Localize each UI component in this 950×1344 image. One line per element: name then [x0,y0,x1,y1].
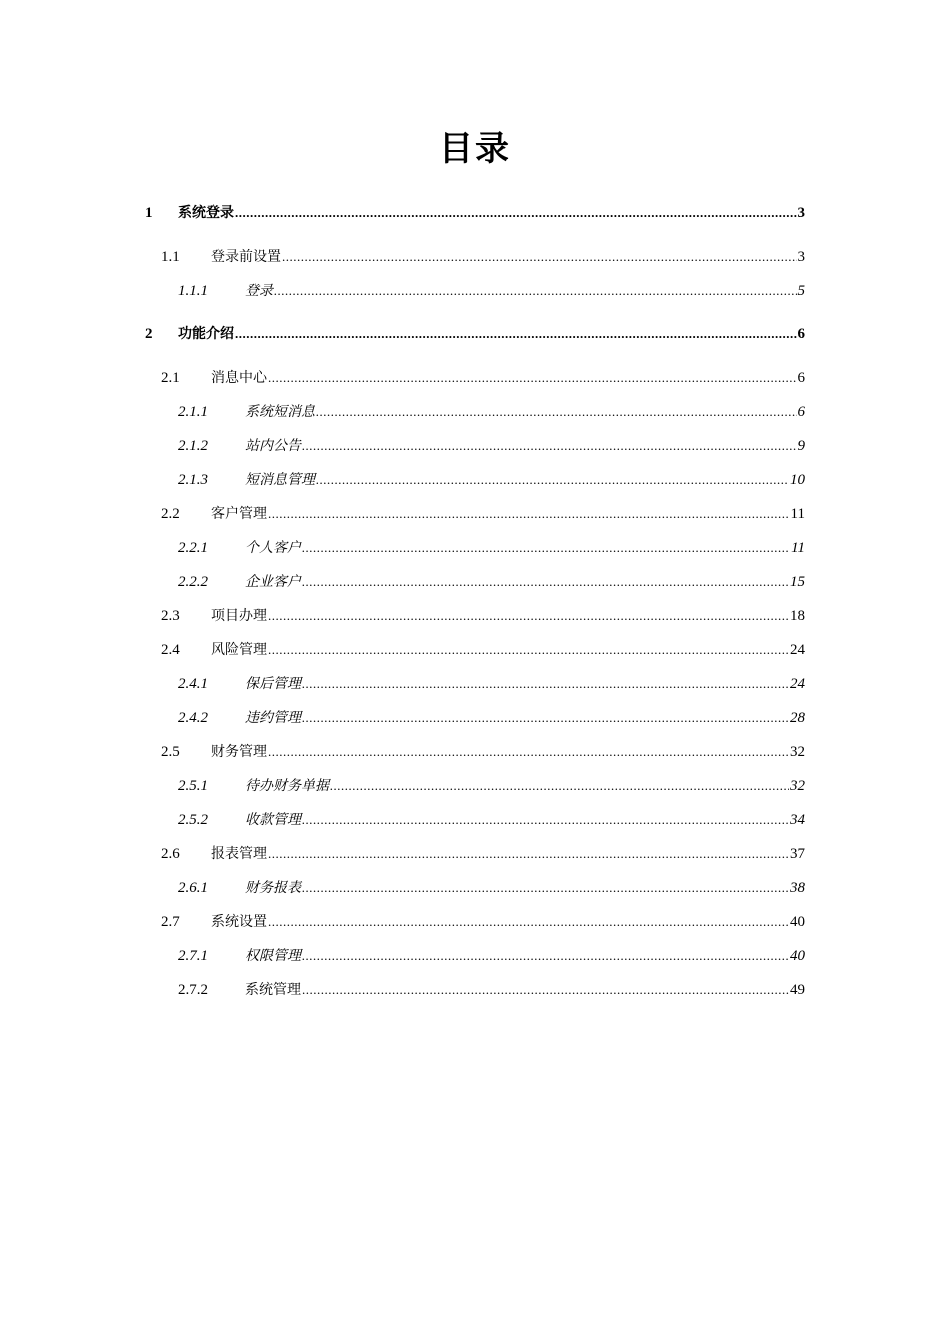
toc-dot-leader [302,945,789,967]
toc-entry-title: 权限管理 [245,948,301,964]
toc-entry-number: 2.5.2 [178,812,208,828]
toc-entry-page-number: 6 [797,404,805,420]
toc-entry-number: 2.3 [161,608,180,624]
toc-dot-leader [302,707,789,729]
toc-entry-title: 登录前设置 [211,249,281,265]
toc-entry-page-number: 34 [790,812,805,828]
toc-dot-leader [302,673,789,695]
toc-entry-number: 2 [145,326,153,342]
toc-entry-number: 2.5 [161,744,180,760]
toc-dot-leader [268,843,789,865]
toc-entry[interactable] [161,246,805,268]
toc-dot-leader [302,809,789,831]
toc-entry-title: 违约管理 [245,710,301,726]
toc-entry-title: 登录 [245,283,273,299]
toc-entry-number: 2.7.1 [178,948,208,964]
toc-entry[interactable] [178,945,805,967]
toc-dot-leader [268,503,790,525]
toc-dot-leader [268,911,789,933]
toc-entry-title: 财务报表 [245,880,301,896]
toc-dot-leader [302,435,797,457]
toc-entry[interactable] [178,809,805,831]
toc-entry-number: 2.7.2 [178,982,208,998]
toc-entry-number: 2.1.3 [178,472,208,488]
toc-dot-leader [235,202,797,224]
toc-entry-number: 2.2.2 [178,574,208,590]
toc-entry-page-number: 18 [790,608,805,624]
toc-entry-title: 收款管理 [245,812,301,828]
toc-entry-title: 客户管理 [211,506,267,522]
toc-entry-number: 2.4.2 [178,710,208,726]
toc-entry-number: 1.1.1 [178,283,208,299]
toc-entry[interactable] [178,571,805,593]
toc-dot-leader [268,367,797,389]
toc-entry-page-number: 37 [790,846,805,862]
toc-entry-page-number: 9 [797,438,805,454]
toc-entry-title: 系统短消息 [245,404,315,420]
toc-entry-page-number: 38 [790,880,805,896]
toc-entry-page-number: 5 [797,283,805,299]
toc-entry-number: 2.1.1 [178,404,208,420]
toc-dot-leader [268,639,789,661]
toc-entry-number: 2.6 [161,846,180,862]
toc-entry[interactable] [161,843,805,865]
toc-dot-leader [316,469,789,491]
toc-entry-number: 2.6.1 [178,880,208,896]
toc-dot-leader [268,605,789,627]
toc-entry-number: 1.1 [161,249,180,265]
toc-entry-title: 消息中心 [211,370,267,386]
toc-entry-title: 企业客户 [245,574,301,590]
toc-entry[interactable] [178,280,805,302]
toc-entry-page-number: 6 [797,326,805,342]
toc-entry[interactable] [161,605,805,627]
toc-entry[interactable] [178,401,805,423]
toc-entry-number: 2.1 [161,370,180,386]
toc-entry-page-number: 15 [790,574,805,590]
toc-dot-leader [302,537,790,559]
toc-dot-leader [302,877,789,899]
toc-entry-number: 2.7 [161,914,180,930]
toc-dot-leader [282,246,797,268]
toc-entry[interactable] [145,323,805,345]
toc-entry[interactable] [178,775,805,797]
toc-entry-number: 2.5.1 [178,778,208,794]
toc-entry-page-number: 11 [790,506,805,522]
toc-entry-number: 2.2 [161,506,180,522]
toc-entry-title: 财务管理 [211,744,267,760]
toc-entry-page-number: 40 [790,914,805,930]
toc-dot-leader [302,979,789,1001]
toc-entry-page-number: 32 [790,744,805,760]
toc-entry-page-number: 3 [797,205,805,221]
page-title: 目录 [439,129,511,169]
toc-dot-leader [330,775,789,797]
toc-dot-leader [316,401,797,423]
toc-entry-title: 短消息管理 [245,472,315,488]
toc-dot-leader [302,571,789,593]
toc-entry[interactable] [161,639,805,661]
toc-entry[interactable] [178,979,805,1001]
toc-entry-number: 2.2.1 [178,540,208,556]
toc-entry[interactable] [178,877,805,899]
toc-entry-title: 项目办理 [211,608,267,624]
toc-entry-title: 系统设置 [211,914,267,930]
toc-entry-number: 2.4 [161,642,180,658]
toc-entry-page-number: 24 [790,676,805,692]
toc-entry-title: 风险管理 [211,642,267,658]
toc-entry[interactable] [178,673,805,695]
toc-entry-page-number: 40 [790,948,805,964]
toc-entry[interactable] [161,741,805,763]
toc-entry-page-number: 6 [797,370,805,386]
toc-entry-title: 系统登录 [178,205,234,221]
toc-entry-title: 保后管理 [245,676,301,692]
toc-entry-title: 待办财务单据 [245,778,329,794]
toc-entry-page-number: 24 [790,642,805,658]
toc-entry-page-number: 10 [790,472,805,488]
toc-entry-title: 功能介绍 [178,326,234,342]
toc-entry-number: 2.4.1 [178,676,208,692]
toc-entry-title: 站内公告 [245,438,301,454]
toc-entry-page-number: 32 [790,778,805,794]
toc-entry[interactable] [178,469,805,491]
toc-entry-title: 报表管理 [211,846,267,862]
toc-dot-leader [274,280,797,302]
toc-entry[interactable] [161,911,805,933]
toc-entry[interactable] [161,503,805,525]
toc-entry[interactable] [178,435,805,457]
toc-entry-page-number: 49 [790,982,805,998]
toc-entry-number: 2.1.2 [178,438,208,454]
toc-entry-title: 个人客户 [245,540,301,556]
toc-entry-number: 1 [145,205,153,221]
toc-dot-leader [268,741,789,763]
toc-entry-page-number: 3 [797,249,805,265]
toc-entry[interactable] [161,367,805,389]
toc-dot-leader [235,323,797,345]
toc-entry[interactable] [145,202,805,224]
toc-entry-title: 系统管理 [245,982,301,998]
toc-entry-page-number: 28 [790,710,805,726]
toc-entry[interactable] [178,537,805,559]
toc-entry-page-number: 11 [791,540,805,556]
toc-entry[interactable] [178,707,805,729]
